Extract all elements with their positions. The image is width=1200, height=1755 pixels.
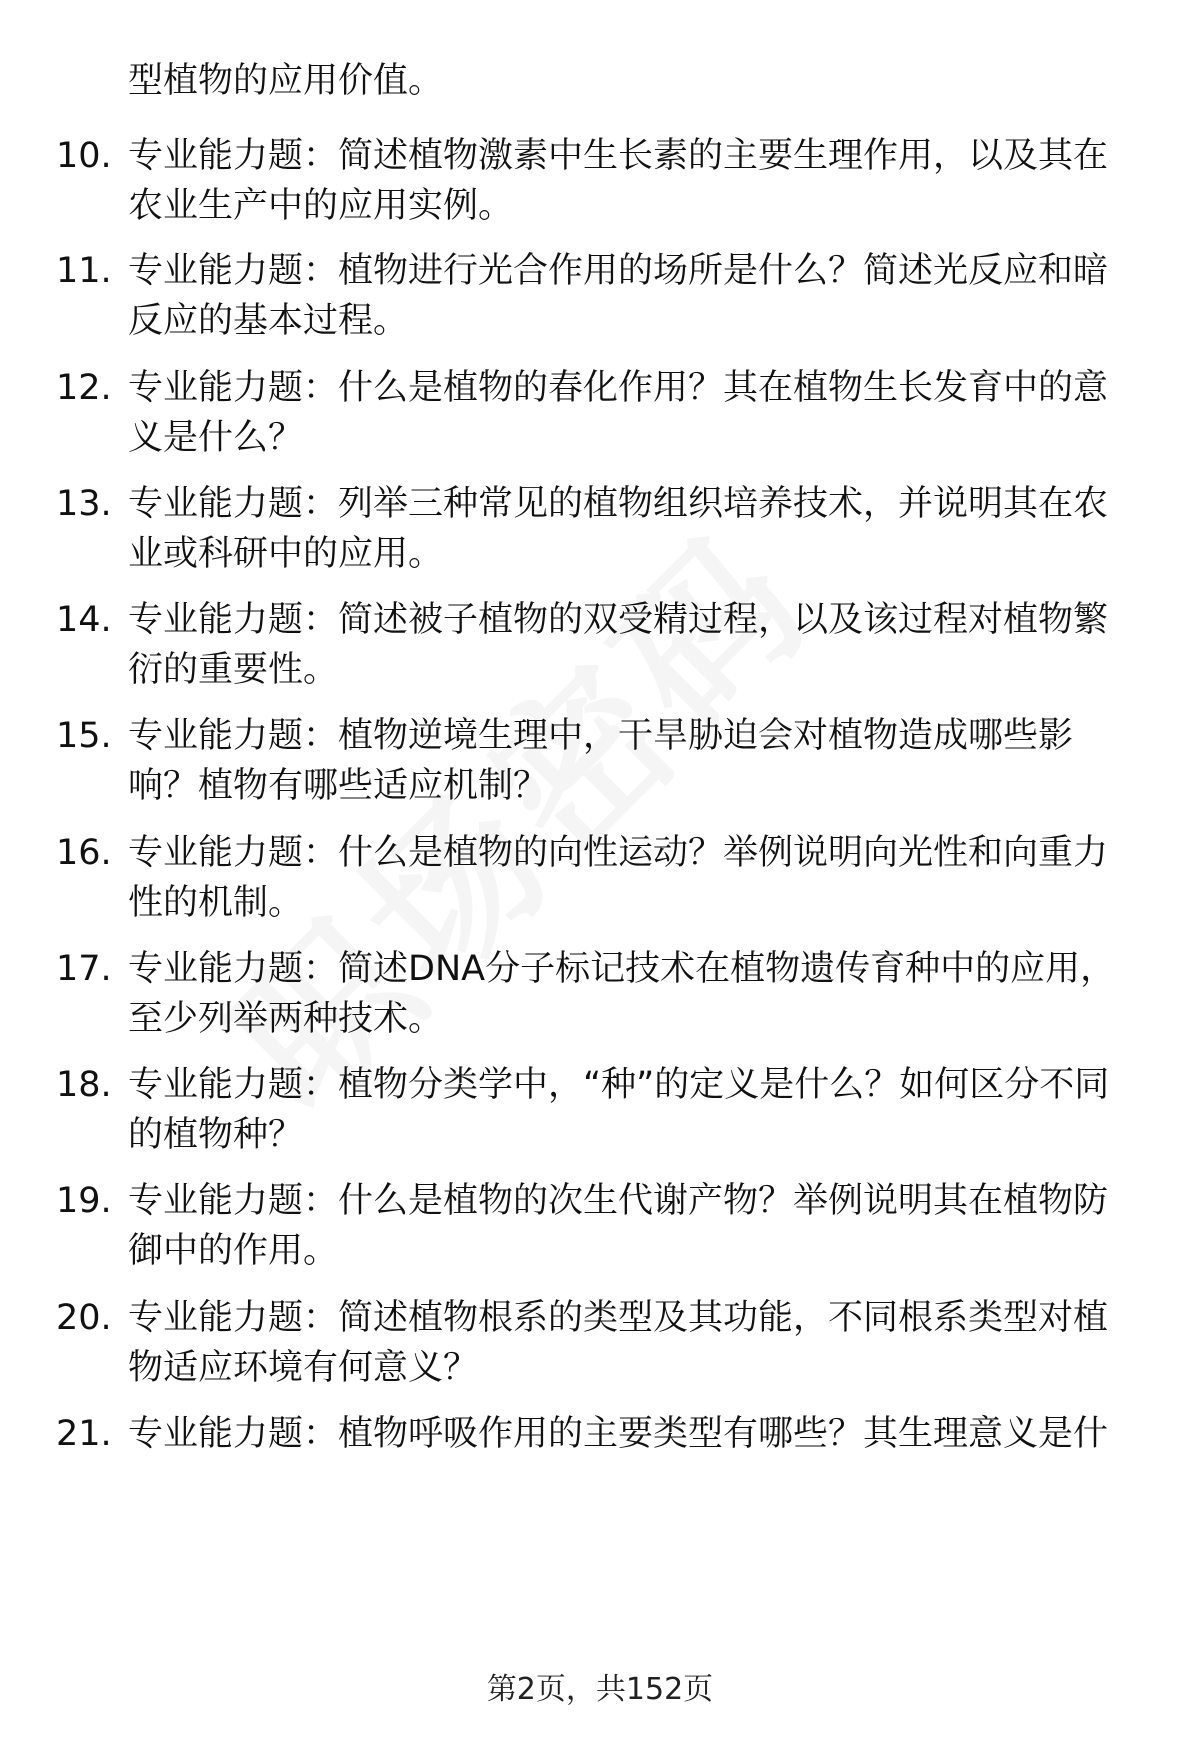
question-number: 10. xyxy=(56,136,112,176)
question-number: 17. xyxy=(56,949,112,989)
question-text: 专业能力题：植物逆境生理中，干旱胁迫会对植物造成哪些影响？植物有哪些适应机制？ xyxy=(128,716,1074,806)
question-text: 专业能力题：简述植物根系的类型及其功能，不同根系类型对植物适应环境有何意义？ xyxy=(128,1298,1109,1388)
question-text: 专业能力题：什么是植物的次生代谢产物？举例说明其在植物防御中的作用。 xyxy=(128,1181,1109,1271)
continuation-text: 型植物的应用价值。 xyxy=(128,61,444,101)
question-number: 18. xyxy=(56,1065,112,1105)
question-number: 14. xyxy=(56,600,112,640)
question-number: 15. xyxy=(56,716,112,756)
question-number: 19. xyxy=(56,1181,112,1221)
question-number: 21. xyxy=(56,1414,112,1454)
question-number: 20. xyxy=(56,1298,112,1338)
question-text: 专业能力题：列举三种常见的植物组织培养技术，并说明其在农业或科研中的应用。 xyxy=(128,484,1109,574)
question-number: 11. xyxy=(56,251,112,291)
question-text: 专业能力题：简述DNA分子标记技术在植物遗传育种中的应用，至少列举两种技术。 xyxy=(128,949,1116,1039)
question-text: 专业能力题：简述被子植物的双受精过程，以及该过程对植物繁衍的重要性。 xyxy=(128,600,1109,690)
page-number-footer: 第2页，共152页 xyxy=(486,1672,714,1707)
question-text: 专业能力题：植物分类学中，“种”的定义是什么？如何区分不同的植物种？ xyxy=(128,1065,1110,1155)
question-text: 专业能力题：什么是植物的春化作用？其在植物生长发育中的意义是什么？ xyxy=(128,368,1109,458)
question-number: 12. xyxy=(56,368,112,408)
question-text: 专业能力题：植物进行光合作用的场所是什么？简述光反应和暗反应的基本过程。 xyxy=(128,251,1109,341)
question-text: 专业能力题：什么是植物的向性运动？举例说明向光性和向重力性的机制。 xyxy=(128,833,1109,923)
question-number: 16. xyxy=(56,833,112,873)
question-text: 专业能力题：简述植物激素中生长素的主要生理作用，以及其在农业生产中的应用实例。 xyxy=(128,136,1109,226)
question-number: 13. xyxy=(56,484,112,524)
question-text: 专业能力题：植物呼吸作用的主要类型有哪些？其生理意义是什 xyxy=(128,1414,1109,1454)
